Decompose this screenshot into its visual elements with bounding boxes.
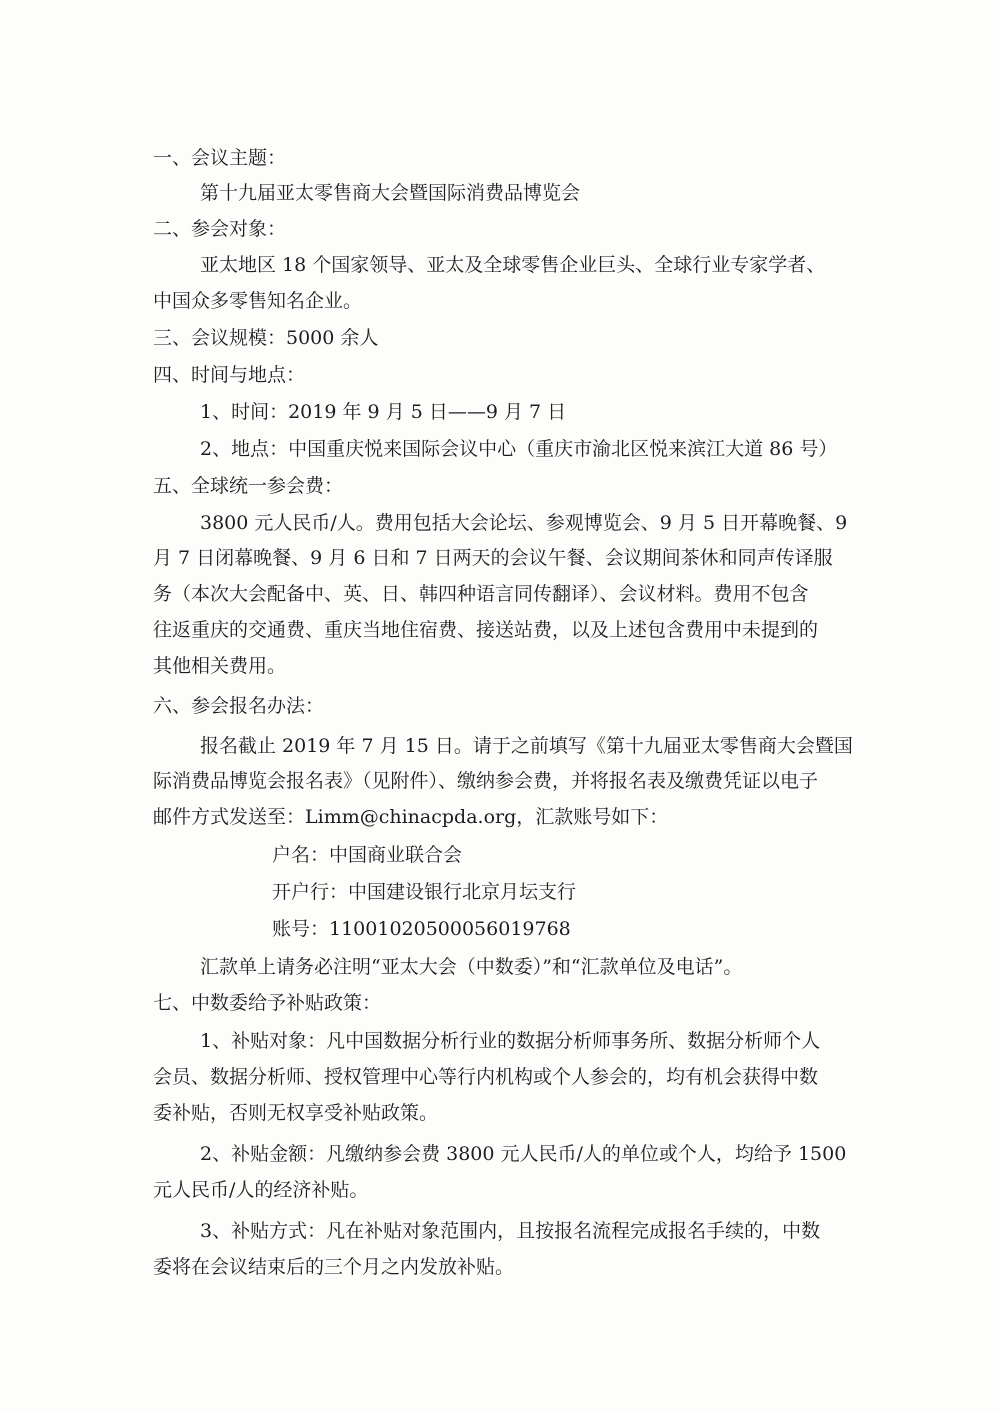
subsidy-target-line-1: 1、补贴对象：凡中国数据分析行业的数据分析师事务所、数据分析师个人 xyxy=(200,1030,821,1052)
section-heading-subsidy: 七、中数委给予补贴政策： xyxy=(153,992,382,1014)
fee-text-line-1: 3800 元人民币/人。费用包括大会论坛、参观博览会、9 月 5 日开幕晚餐、9 xyxy=(200,512,848,534)
registration-text-line-1: 报名截止 2019 年 7 月 15 日。请于之前填写《第十九届亚太零售商大会暨国 xyxy=(200,735,853,757)
subsidy-target-line-2: 会员、数据分析师、授权管理中心等行内机构或个人参会的，均有机会获得中数 xyxy=(153,1066,819,1088)
subsidy-target-line-3: 委补贴，否则无权享受补贴政策。 xyxy=(153,1102,439,1124)
attendees-text-line-2: 中国众多零售知名企业。 xyxy=(153,290,363,312)
fee-text-line-2: 月 7 日闭幕晚餐、9 月 6 日和 7 日两天的会议午餐、会议期间茶休和同声传译服 xyxy=(153,547,833,569)
section-heading-attendees: 二、参会对象： xyxy=(153,218,287,240)
section-heading-registration: 六、参会报名办法： xyxy=(153,695,325,717)
theme-text: 第十九届亚太零售商大会暨国际消费品博览会 xyxy=(200,182,581,204)
registration-text-line-2: 际消费品博览会报名表》（见附件）、缴纳参会费，并将报名表及缴费凭证以电子 xyxy=(153,770,819,792)
account-name: 户名：中国商业联合会 xyxy=(272,844,463,866)
remittance-remark: 汇款单上请务必注明“亚太大会（中数委）”和“汇款单位及电话”。 xyxy=(200,956,743,978)
subsidy-method-line-2: 委将在会议结束后的三个月之内发放补贴。 xyxy=(153,1256,515,1278)
section-heading-theme: 一、会议主题： xyxy=(153,147,287,169)
time-text: 1、时间：2019 年 9 月 5 日——9 月 7 日 xyxy=(200,401,567,423)
account-number: 账号：11001020500056019768 xyxy=(272,918,571,940)
account-bank: 开户行：中国建设银行北京月坛支行 xyxy=(272,881,577,903)
fee-text-line-4: 往返重庆的交通费、重庆当地住宿费、接送站费，以及上述包含费用中未提到的 xyxy=(153,619,819,641)
subsidy-amount-line-1: 2、补贴金额：凡缴纳参会费 3800 元人民币/人的单位或个人，均给予 1500 xyxy=(200,1143,847,1165)
attendees-text-line-1: 亚太地区 18 个国家领导、亚太及全球零售企业巨头、全球行业专家学者、 xyxy=(200,254,826,276)
section-heading-scale: 三、会议规模：5000 余人 xyxy=(153,327,379,349)
subsidy-method-line-1: 3、补贴方式：凡在补贴对象范围内，且按报名流程完成报名手续的，中数 xyxy=(200,1220,821,1242)
registration-text-line-3: 邮件方式发送至：Limm@chinacpda.org，汇款账号如下： xyxy=(153,806,669,828)
section-heading-time-place: 四、时间与地点： xyxy=(153,364,306,386)
section-heading-fee: 五、全球统一参会费： xyxy=(153,475,344,497)
fee-text-line-5: 其他相关费用。 xyxy=(153,655,287,677)
fee-text-line-3: 务（本次大会配备中、英、日、韩四种语言同传翻译）、会议材料。费用不包含 xyxy=(153,583,809,605)
subsidy-amount-line-2: 元人民币/人的经济补贴。 xyxy=(153,1179,369,1201)
place-text: 2、地点：中国重庆悦来国际会议中心（重庆市渝北区悦来滨江大道 86 号） xyxy=(200,438,838,460)
